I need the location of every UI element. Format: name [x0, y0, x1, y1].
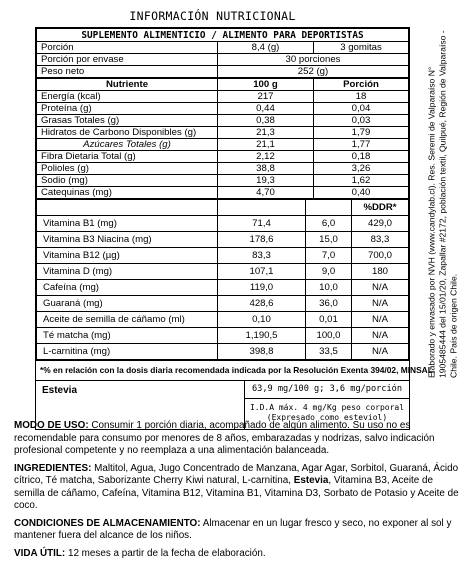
ingredients-stevia: Estevia	[293, 475, 329, 486]
portion-col-header: Porción	[314, 78, 409, 91]
nutrient-per100: 2,12	[218, 151, 314, 163]
vitamin-row	[37, 216, 409, 232]
vitamin-name: Aceite de semilla de cáñamo (ml)	[37, 312, 218, 328]
vitamin-row	[37, 344, 409, 360]
nutrient-portion: 3,26	[314, 163, 409, 175]
vitamin-name: Vitamina B3 Niacina (mg)	[37, 232, 218, 248]
manufacturer-info	[417, 28, 474, 378]
nutrient-name: Energía (kcal)	[37, 91, 218, 103]
ingredients-paragraph	[14, 463, 464, 513]
vitamin-name: Vitamina B1 (mg)	[37, 216, 218, 232]
nutrient-per100: 4,70	[218, 187, 314, 199]
usage-text: Consumir 1 porción diaria, acompañado de algún alimento. Su uso no es recomendable para consumo por menores de 8 años, embarazadas y nodrizas, salvo indicación profesional competente y no reemplaza a una alimentación balanceada.	[14, 420, 435, 456]
nutrient-name: Catequinas (mg)	[37, 187, 218, 199]
vitamin-ddr: N/A	[352, 344, 409, 360]
nutrient-per100: 0,44	[218, 103, 314, 115]
vitamin-ddr: N/A	[352, 328, 409, 344]
vitamin-ddr: 180	[352, 264, 409, 280]
net-weight-value: 252 (g)	[218, 66, 409, 79]
vitamin-name: Cafeína (mg)	[37, 280, 218, 296]
nutrient-row	[37, 151, 409, 163]
nutrition-panel	[35, 27, 436, 430]
vitamin-row	[37, 328, 409, 344]
shelf-life-text: 12 meses a partir de la fecha de elaboración.	[65, 547, 266, 559]
serving-table	[36, 28, 409, 199]
vitamin-portion: 10,0	[306, 280, 352, 296]
nutrient-portion: 1,62	[314, 175, 409, 187]
nutrient-rows	[37, 91, 409, 199]
nutrient-row	[37, 127, 409, 139]
nutrient-name: Fibra Dietaria Total (g)	[37, 151, 218, 163]
vitamin-row	[37, 248, 409, 264]
ddr-blank-cell	[218, 200, 306, 216]
ddr-blank-cell	[37, 200, 218, 216]
vitamin-portion: 36,0	[306, 296, 352, 312]
servings-per-container-value: 30 porciones	[218, 54, 409, 66]
shelf-life-label: VIDA ÚTIL:	[14, 547, 66, 559]
vitamin-name: Vitamina D (mg)	[37, 264, 218, 280]
nutrient-portion: 0,18	[314, 151, 409, 163]
stevia-amount: 63,9 mg/100 g; 3,6 mg/porción	[244, 381, 409, 399]
usage-paragraph	[14, 420, 464, 458]
serving-label: Porción	[37, 42, 218, 54]
nutrient-col-header: Nutriente	[37, 78, 218, 91]
nutrient-row	[37, 139, 409, 151]
nutrient-portion: 0,03	[314, 115, 409, 127]
nutrient-name: Hidratos de Carbono Disponibles (g)	[37, 127, 218, 139]
vitamin-name: Vitamina B12 (µg)	[37, 248, 218, 264]
vitamin-portion: 9,0	[306, 264, 352, 280]
nutrient-row	[37, 103, 409, 115]
vitamin-per100: 83,3	[218, 248, 306, 264]
nutrient-name: Azúcares Totales (g)	[37, 139, 218, 151]
vitamin-per100: 398,8	[218, 344, 306, 360]
nutrient-row	[37, 187, 409, 199]
nutrition-title: INFORMACIÓN NUTRICIONAL	[129, 9, 296, 23]
supplement-header: SUPLEMENTO ALIMENTICIO / ALIMENTO PARA DEPORTISTAS	[37, 29, 409, 42]
nutrient-portion: 0,04	[314, 103, 409, 115]
nutrient-per100: 38,8	[218, 163, 314, 175]
vitamin-name: Té matcha (mg)	[37, 328, 218, 344]
ddr-footnote: *% en relación con la dosis diaria recomendada indicada por la Resolución Exenta 394/02, MINSAL.	[36, 360, 409, 381]
vitamin-per100: 428,6	[218, 296, 306, 312]
vitamin-table	[36, 199, 409, 360]
nutrient-per100: 0,38	[218, 115, 314, 127]
per100-col-header: 100 g	[218, 78, 314, 91]
nutrient-row	[37, 91, 409, 103]
nutrient-row	[37, 115, 409, 127]
ingredients-text-rest: , Vitamina B3, Aceite de semilla de cáñamo, Cafeína, Vitamina B12, Vitamina B1, Vitamina D3, Sorbato de Potasio y Aceite de coco.	[14, 475, 459, 511]
vitamin-row	[37, 296, 409, 312]
storage-text: Almacenar en un lugar fresco y seco, no exponer al sol y mantener fuera del alcance de los niños.	[14, 517, 452, 541]
vitamin-ddr: 429,0	[352, 216, 409, 232]
nutrient-per100: 217	[218, 91, 314, 103]
vitamin-per100: 0,10	[218, 312, 306, 328]
vitamin-row	[37, 312, 409, 328]
vitamin-ddr: N/A	[352, 312, 409, 328]
vitamin-per100: 119,0	[218, 280, 306, 296]
stevia-ida: I.D.A máx. 4 mg/Kg peso corporal	[249, 403, 405, 412]
nutrient-portion: 18	[314, 91, 409, 103]
ingredients-label: INGREDIENTES:	[14, 462, 92, 474]
ingredients-text: Maltitol, Agua, Jugo Concentrado de Manzana, Agar Agar, Sorbitol, Guaraná, Ácido cítrico, Té matcha, Saborizante Cherry Kiwi natural, L-carnitina,	[14, 462, 459, 486]
manufacturer-text: Elaborado y envasado por NVH (www.candylab.cl). Res. Seremi de Valparaíso N° 1905485444 del 15/01/20, Zapallar #2172, población textil, Quilpué, Región de Valparaíso - Chile. País de origen Chile.	[426, 30, 459, 378]
vitamin-portion: 33,5	[306, 344, 352, 360]
nutrient-row	[37, 163, 409, 175]
vitamin-portion: 100,0	[306, 328, 352, 344]
ddr-col-header: %DDR*	[352, 200, 409, 216]
net-weight-label: Peso neto	[37, 66, 218, 79]
nutrient-per100: 21,1	[218, 139, 314, 151]
stevia-expressed: (Expresado como esteviol)	[266, 413, 388, 422]
nutrient-per100: 21,3	[218, 127, 314, 139]
vitamin-name: Guaraná (mg)	[37, 296, 218, 312]
storage-paragraph	[14, 518, 464, 543]
storage-label: CONDICIONES DE ALMACENAMIENTO:	[14, 517, 201, 529]
usage-label: MODO DE USO:	[14, 420, 89, 431]
vitamin-ddr: 83,3	[352, 232, 409, 248]
label-details	[14, 420, 464, 565]
vitamin-portion: 15,0	[306, 232, 352, 248]
vitamin-name: L-carnitina (mg)	[37, 344, 218, 360]
nutrient-portion: 1,77	[314, 139, 409, 151]
stevia-label: Estevia	[42, 385, 78, 396]
nutrient-portion: 1,79	[314, 127, 409, 139]
vitamin-ddr: 700,0	[352, 248, 409, 264]
nutrient-name: Grasas Totales (g)	[37, 115, 218, 127]
vitamin-portion: 0,01	[306, 312, 352, 328]
nutrient-row	[37, 175, 409, 187]
nutrient-name: Sodio (mg)	[37, 175, 218, 187]
nutrient-per100: 19,3	[218, 175, 314, 187]
vitamin-row	[37, 264, 409, 280]
servings-per-container-label: Porción por envase	[37, 54, 218, 66]
vitamin-per100: 178,6	[218, 232, 306, 248]
nutrient-name: Polioles (g)	[37, 163, 218, 175]
nutrient-name: Proteína (g)	[37, 103, 218, 115]
vitamin-portion: 7,0	[306, 248, 352, 264]
vitamin-rows	[37, 216, 409, 360]
nutrient-portion: 0,40	[314, 187, 409, 199]
serving-units: 3 gomitas	[314, 42, 409, 54]
vitamin-portion: 6,0	[306, 216, 352, 232]
vitamin-row	[37, 280, 409, 296]
vitamin-ddr: N/A	[352, 296, 409, 312]
vitamin-per100: 71,4	[218, 216, 306, 232]
vitamin-row	[37, 232, 409, 248]
shelf-life-paragraph	[14, 548, 464, 561]
vitamin-per100: 107,1	[218, 264, 306, 280]
ddr-blank-cell	[306, 200, 352, 216]
vitamin-per100: 1,190,5	[218, 328, 306, 344]
vitamin-ddr: N/A	[352, 280, 409, 296]
serving-grams: 8,4 (g)	[218, 42, 314, 54]
